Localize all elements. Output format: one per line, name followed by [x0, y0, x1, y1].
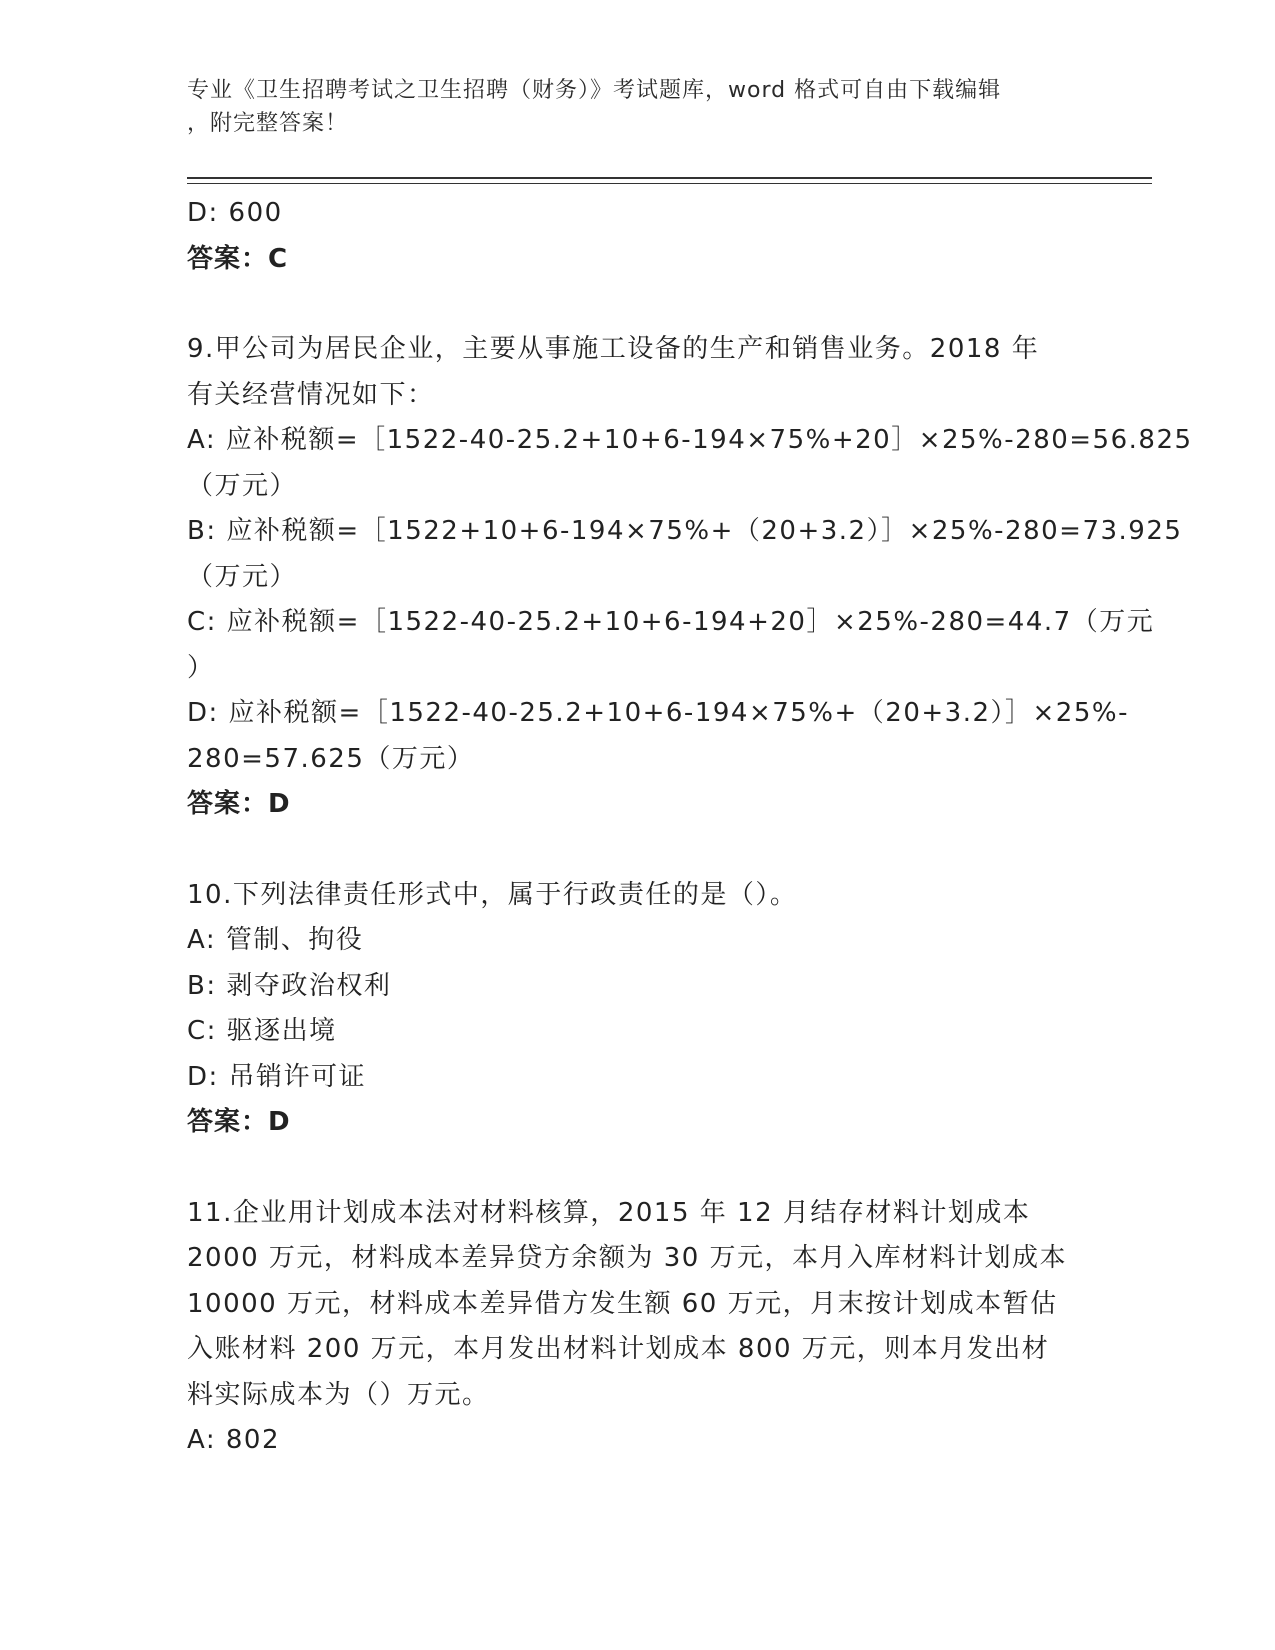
option-b: B: 剥夺政治权利	[187, 970, 392, 1001]
spacer	[187, 1146, 1087, 1191]
option-b: B: 应补税额=［1522+10+6-194×75%+（20+3.2）］×25%-280=73.925	[187, 516, 1183, 546]
question-stem: 10.下列法律责任形式中，属于行政责任的是（）。	[187, 879, 798, 910]
question-stem: 10000 万元，材料成本差异借方发生额 60 万元，月末按计划成本暂估	[187, 1288, 1058, 1319]
header-divider-thin	[187, 183, 1152, 184]
previous-question-tail	[187, 191, 1087, 282]
option-d: D: 应补税额=［1522-40-25.2+10+6-194×75%+（20+3.2）］×25%-	[187, 698, 1129, 728]
header-line-1: 专业《卫生招聘考试之卫生招聘（财务）》考试题库，word 格式可自由下载编辑	[187, 78, 1002, 103]
option-a: A: 802	[187, 1425, 280, 1455]
option-d: D: 600	[187, 198, 283, 228]
question-stem: 有关经营情况如下：	[187, 379, 435, 410]
header-divider-thick	[187, 177, 1152, 179]
option-c: C: 驱逐出境	[187, 1016, 337, 1046]
answer-line: 答案：D	[187, 789, 291, 819]
option-a-continued: （万元）	[187, 470, 298, 501]
option-a: A: 管制、拘役	[187, 925, 364, 955]
question-stem: 料实际成本为（）万元。	[187, 1379, 490, 1410]
page-header	[187, 74, 1087, 140]
option-c-continued: ）	[187, 652, 215, 683]
question-11	[187, 1191, 1087, 1464]
option-b-continued: （万元）	[187, 561, 298, 592]
question-content	[187, 191, 1193, 1464]
question-stem: 9.甲公司为居民企业，主要从事施工设备的生产和销售业务。2018 年	[187, 334, 1040, 364]
option-d-continued: 280=57.625（万元）	[187, 743, 475, 774]
question-10	[187, 873, 1087, 1146]
answer-line: 答案：D	[187, 1107, 291, 1137]
answer-line: 答案：C	[187, 243, 289, 274]
option-a: A: 应补税额=［1522-40-25.2+10+6-194×75%+20］×25%-280=56.825	[187, 425, 1193, 455]
spacer	[187, 828, 1087, 873]
question-9	[187, 327, 1193, 828]
question-stem: 11.企业用计划成本法对材料核算，2015 年 12 月结存材料计划成本	[187, 1197, 1031, 1228]
header-line-2: ，附完整答案！	[187, 111, 349, 136]
option-c: C: 应补税额=［1522-40-25.2+10+6-194+20］×25%-280=44.7（万元	[187, 607, 1155, 637]
option-d: D: 吊销许可证	[187, 1061, 367, 1092]
spacer	[187, 282, 1087, 327]
question-stem: 入账材料 200 万元，本月发出材料计划成本 800 万元，则本月发出材	[187, 1334, 1050, 1364]
question-stem: 2000 万元，材料成本差异贷方余额为 30 万元，本月入库材料计划成本	[187, 1243, 1068, 1273]
